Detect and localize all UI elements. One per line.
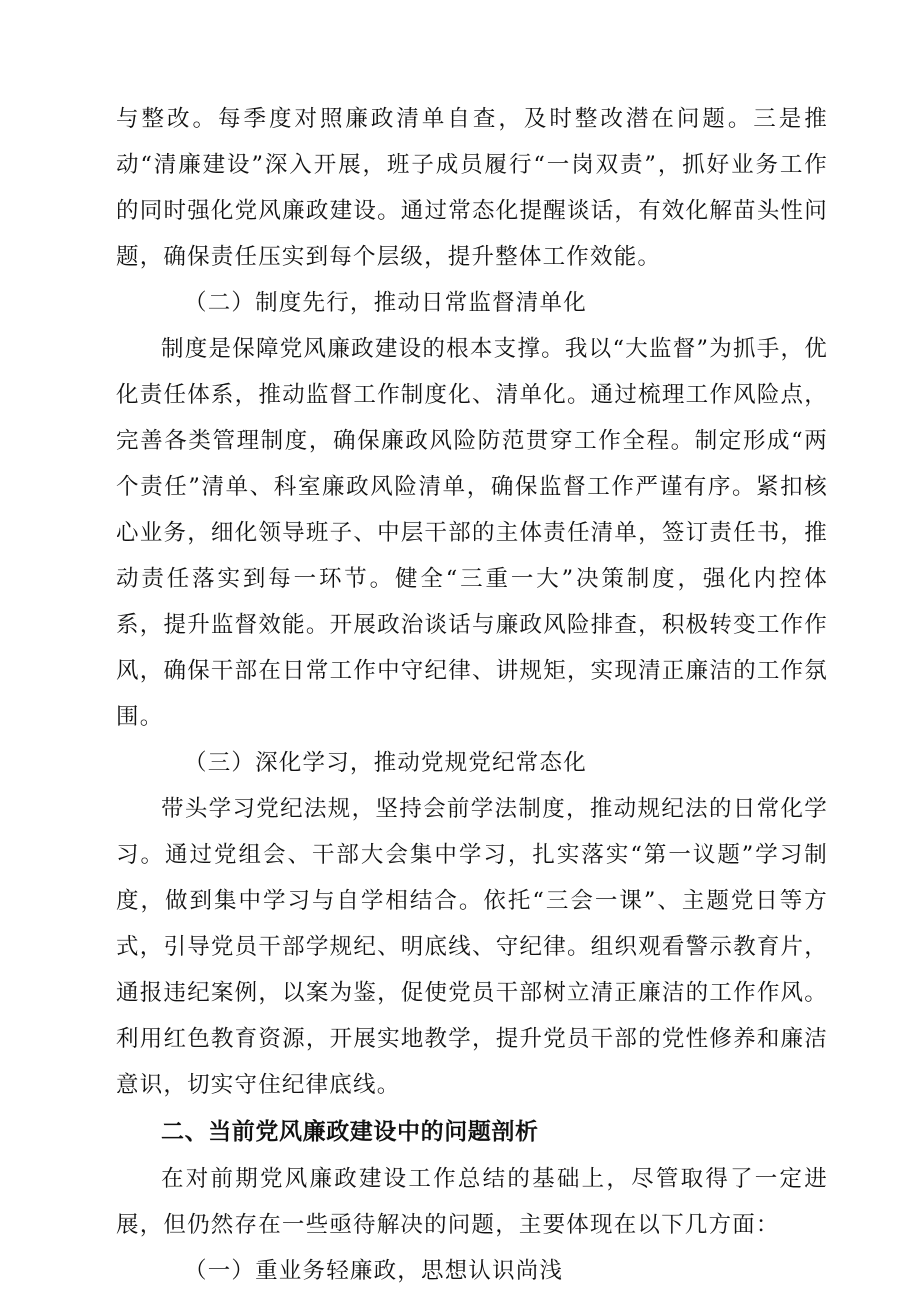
section-heading-problems: 二、当前党风廉政建设中的问题剖析 (161, 1119, 539, 1145)
subheading-deepen-learning: （三）深化学习，推动党规党纪常态化 (184, 750, 587, 776)
paragraph-continued: 与整改。每季度对照廉政清单自查，及时整改潜在问题。三是推动“清廉建设”深入开展，班子成员履行“一岗双责”，抓好业务工作的同时强化党风廉政建设。通过常态化提醒谈话，有效化解苗头性问题，确保责任压实到每个层级，提升整体工作效能。 (116, 106, 828, 270)
paragraph-institutions: 制度是保障党风廉政建设的根本支撑。我以“大监督”为抓手，优化责任体系，推动监督工作制度化、清单化。通过梳理工作风险点，完善各类管理制度，确保廉政风险防范贯穿工作全程。制定形成“两个责任”清单、科室廉政风险清单，确保监督工作严谨有序。紧扣核心业务，细化领导班子、中层干部的主体责任清单，签订责任书，推动责任落实到每一环节。健全“三重一大”决策制度，强化内控体系，提升监督效能。开展政治谈话与廉政风险排查，积极转变工作作风，确保干部在日常工作中守纪律、讲规矩，实现清正廉洁的工作氛围。 (116, 336, 828, 730)
subheading-business-over-integrity: （一）重业务轻廉政，思想认识尚浅 (184, 1258, 564, 1284)
subheading-institution-first: （二）制度先行，推动日常监督清单化 (184, 290, 587, 316)
paragraph-learning: 带头学习党纪法规，坚持会前学法制度，推动规纪法的日常化学习。通过党组会、干部大会集中学习，扎实落实“第一议题”学习制度，做到集中学习与自学相结合。依托“三会一课”、主题党日等方式，引导党员干部学规纪、明底线、守纪律。组织观看警示教育片，通报违纪案例，以案为鉴，促使党员干部树立清正廉洁的工作作风。利用红色教育资源，开展实地教学，提升党员干部的党性修养和廉洁意识，切实守住纪律底线。 (116, 796, 828, 1098)
paragraph-problems-intro: 在对前期党风廉政建设工作总结的基础上，尽管取得了一定进展，但仍然存在一些亟待解决的问题，主要体现在以下几方面： (116, 1166, 828, 1238)
